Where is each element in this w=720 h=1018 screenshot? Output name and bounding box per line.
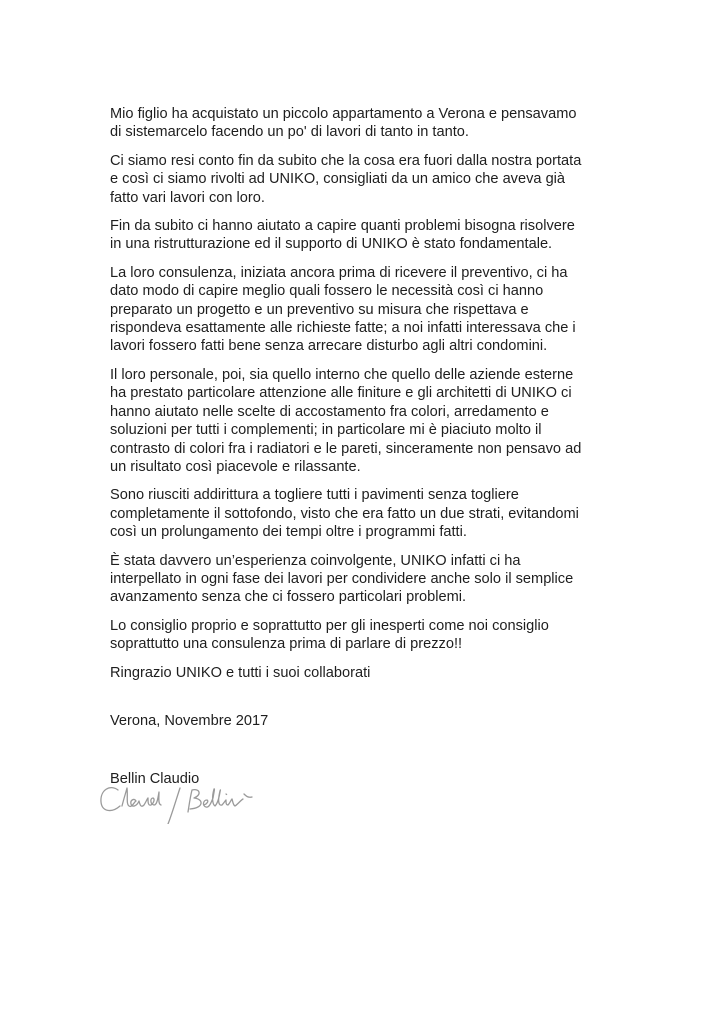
line: La loro consulenza, iniziata ancora prima di ricevere il preventivo, ci ha [110,264,568,281]
line: lavori fossero fatti bene senza arrecare disturbo agli altri condomini. [110,338,548,355]
line: soluzioni per tutti i complementi; in particolare mi è piaciuto molto il [110,422,542,439]
place-date: Verona, Novembre 2017 [110,712,269,729]
line: così un prolungamento dei tempi oltre i programmi fatti. [110,524,467,541]
line: Fin da subito ci hanno aiutato a capire quanti problemi bisogna risolvere [110,218,575,235]
handwritten-signature [96,768,278,824]
line: di sistemarcelo facendo un po' di lavori di tanto in tanto. [110,124,469,141]
line: completamente il sottofondo, visto che era fatto un due strati, evitandomi [110,505,579,522]
line: in una ristrutturazione ed il supporto di UNIKO è stato fondamentale. [110,236,553,253]
line: dato modo di capire meglio quali fossero le necessità così ci hanno [110,283,544,300]
line: ha prestato particolare attenzione alle finiture e gli architetti di UNIKO ci [110,385,572,402]
paragraph-2 [110,152,610,207]
line: un risultato così piacevole e rilassante. [110,458,361,475]
paragraph-3 [110,217,610,254]
line: Mio figlio ha acquistato un piccolo appartamento a Verona e pensavamo [110,106,577,122]
paragraph-7 [110,552,610,607]
line: rispondeva esattamente alle richieste fatte; a noi infatti interessava che i [110,320,576,337]
paragraph-5 [110,366,610,476]
spacer [110,692,610,712]
line: Sono riusciti addirittura a togliere tutti i pavimenti senza togliere [110,487,519,504]
line: avanzamento senza che ci fossero particolari problemi. [110,589,467,606]
line: preparato un progetto e un preventivo su misura che rispettava e [110,301,529,318]
line: Ci siamo resi conto fin da subito che la cosa era fuori dalla nostra portata [110,152,582,169]
line: fatto vari lavori con loro. [110,189,265,206]
line: Il loro personale, poi, sia quello interno che quello delle aziende esterne [110,366,574,383]
line: Ringrazio UNIKO e tutti i suoi collaborati [110,664,371,681]
line: interpellato in ogni fase dei lavori per condividere anche solo il semplice [110,570,574,587]
line: hanno aiutato nelle scelte di accostamento fra colori, arredamento e [110,403,549,420]
paragraph-4 [110,264,610,356]
signer-name: Bellin Claudio [110,771,200,788]
line: soprattutto una consulenza prima di parlare di prezzo!! [110,636,463,653]
spacer [110,740,610,770]
letter-body [110,105,610,799]
closing-thanks [110,664,610,682]
line: e così ci siamo rivolti ad UNIKO, consigliati da un amico che aveva già [110,171,566,188]
line: Lo consiglio proprio e soprattutto per gli inesperti come noi consiglio [110,617,549,634]
paragraph-6 [110,486,610,541]
paragraph-1 [110,105,610,142]
paragraph-8 [110,617,610,654]
line: È stata davvero un’esperienza coinvolgente, UNIKO infatti ci ha [110,552,521,569]
line: contrasto di colori fra i radiatori e le pareti, sinceramente non pensavo ad [110,440,582,457]
